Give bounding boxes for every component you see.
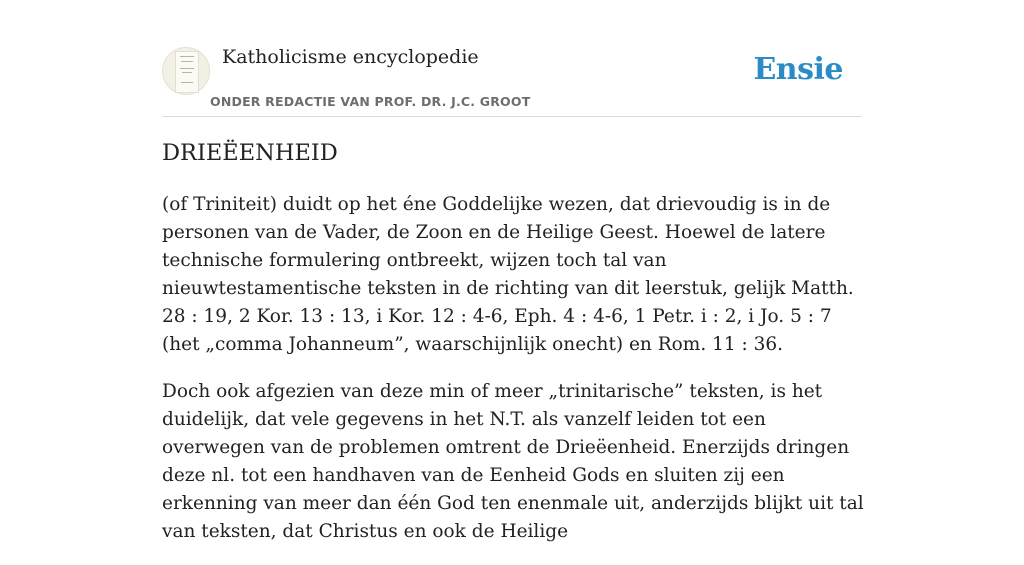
ensie-logo-link[interactable]: Ensie [753,52,843,87]
article-title: DRIEËENHEID [162,140,338,166]
article-body [162,191,864,565]
encyclopedia-title[interactable]: Katholicisme encyclopedie [222,46,479,68]
article-paragraph: Doch ook afgezien van deze min of meer „trinitarische” teksten, is het duidelijk, dat vele gegevens in het N.T. als vanzelf leiden tot een overwegen van de problemen omtrent de Drieëenheid. Enerzijds dringen deze nl. tot een handhaven van de Eenheid Gods en sluiten zij een erkenning van meer dan één God ten enenmale uit, anderzijds blijkt uit tal van teksten, dat Christus en ook de Heilige [162,381,864,542]
encyclopedia-cover-thumbnail[interactable] [162,47,210,95]
book-cover-icon [175,51,199,93]
editor-subtitle: ONDER REDACTIE VAN PROF. DR. J.C. GROOT [210,94,531,109]
encyclopedia-header [162,44,862,117]
article-paragraph: (of Triniteit) duidt op het éne Goddelijke wezen, dat drievoudig is in de personen van de Vader, de Zoon en de Heilige Geest. Hoewel de latere technische formulering ontbreekt, wijzen toch tal van nieuwtestamentische teksten in de richting van dit leerstuk, gelijk Matth. 28 : 19, 2 Kor. 13 : 13, i Kor. 12 : 4-6, Eph. 4 : 4-6, 1 Petr. i : 2, i Jo. 5 : 7 (het „comma Johanneum”, waarschijnlijk onecht) en Rom. 11 : 36. [162,194,854,355]
